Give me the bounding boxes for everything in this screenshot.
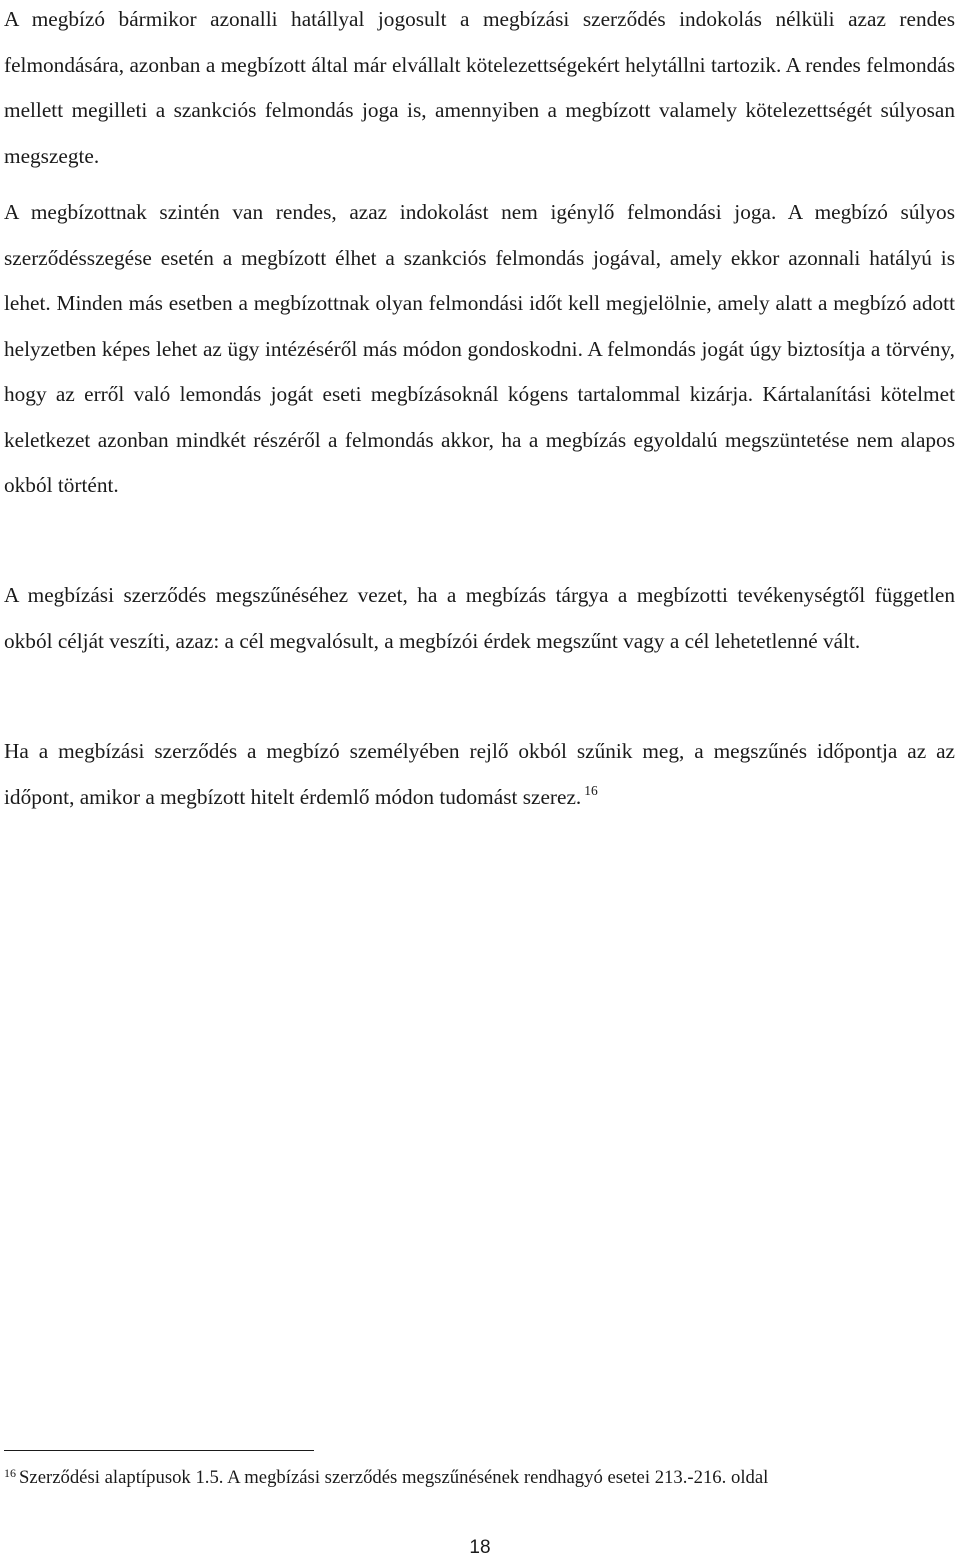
footnote xyxy=(4,1464,768,1492)
paragraph-principal-cause-text: Ha a megbízási szerződés a megbízó személyében rejlő okból szűnik meg, a megszűnés időpontja az az időpont, amikor a megbízott hitelt érdemlő módon tudomást szerez. xyxy=(4,739,955,809)
paragraph-principal-termination: A megbízó bármikor azonalli hatállyal jogosult a megbízási szerződés indokolás nélküli azaz rendes felmondására, azonban a megbízott által már elvállalt kötelezettségekért helytállni tartozik. A rendes felmondás mellett megilleti a szankciós felmondás joga is, amennyiben a megbízott valamely kötelezettségét súlyosan megszegte. xyxy=(4,7,955,168)
footnote-number: 16 xyxy=(4,1466,16,1480)
paragraph-principal-cause xyxy=(4,729,955,820)
paragraph-purpose-lost: A megbízási szerződés megszűnéséhez vezet, ha a megbízás tárgya a megbízotti tevékenységtől független okból célját veszíti, azaz: a cél megvalósult, a megbízói érdek megszűnt vagy a cél lehetetlenné vált. xyxy=(4,583,955,653)
footnote-reference: 16 xyxy=(584,782,598,798)
footnote-text: Szerződési alaptípusok 1.5. A megbízási szerződés megszűnésének rendhagyó esetei 213.-216. oldal xyxy=(19,1467,769,1488)
paragraph-agent-termination: A megbízottnak szintén van rendes, azaz indokolást nem igénylő felmondási joga. A megbízó súlyos szerződésszegése esetén a megbízott élhet a szankciós felmondás jogával, amely ekkor azonnali hatályú is lehet. Minden más esetben a megbízottnak olyan felmondási időt kell megjelölnie, amely alatt a megbízó adott helyzetben képes lehet az ügy intézéséről más módon gondoskodni. A felmondás jogát úgy biztosítja a törvény, hogy az erről való lemondás jogát eseti megbízásoknál kógens tartalommal kizárja. Kártalanítási kötelmet keletkezet azonban mindkét részéről a felmondás akkor, ha a megbízás egyoldalú megszüntetése nem alapos okból történt. xyxy=(4,200,955,497)
footnote-separator xyxy=(4,1450,314,1451)
page-number: 18 xyxy=(469,1537,491,1558)
